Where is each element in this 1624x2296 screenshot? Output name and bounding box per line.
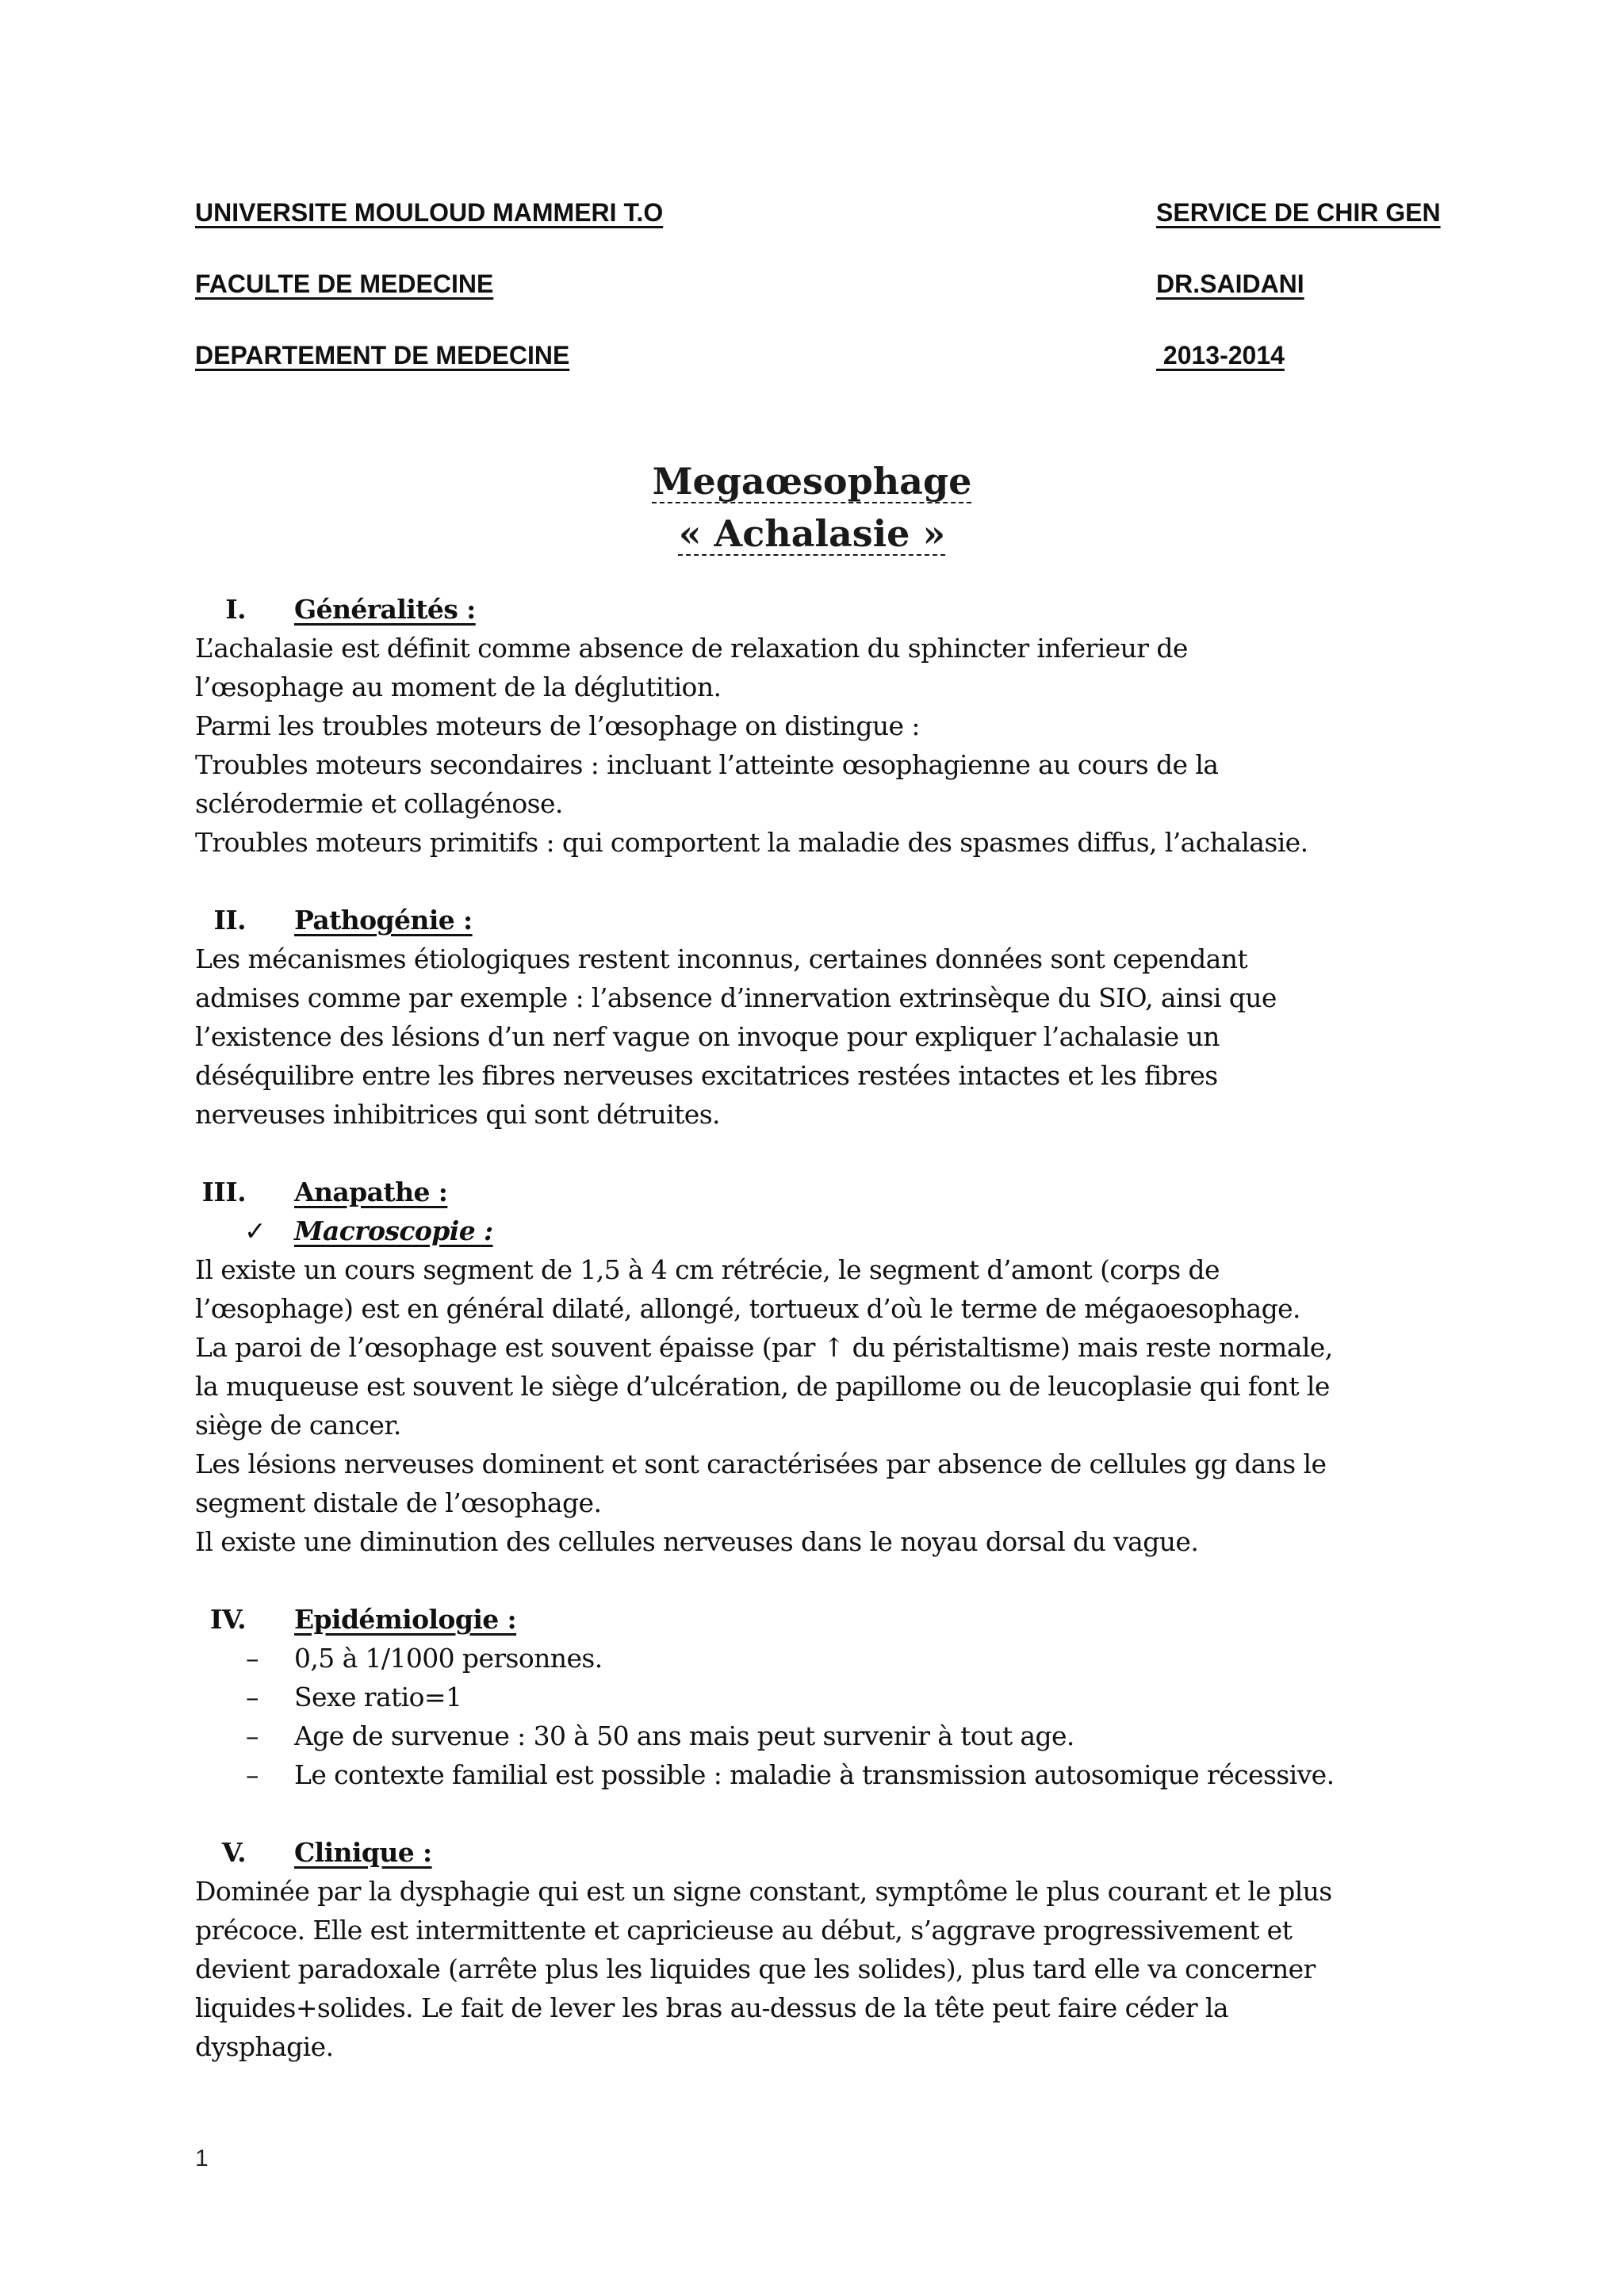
spacer	[195, 1134, 1448, 1173]
section-title: Clinique :	[294, 1837, 432, 1868]
spacer	[195, 1561, 1448, 1600]
paragraph-line: l’œsophage) est en général dilaté, allongé, tortueux d’où le terme de mégaoesophage.	[195, 1293, 1300, 1324]
section-number: III.	[201, 1177, 246, 1207]
paragraph-line: nerveuses inhibitrices qui sont détruites.	[195, 1099, 720, 1130]
checkmark-icon: ✓	[244, 1215, 266, 1246]
paragraph-line: précoce. Elle est intermittente et capricieuse au début, s’aggrave progressivement et	[195, 1915, 1293, 1946]
dash-bullet: –	[246, 1682, 259, 1712]
paragraph-line: segment distale de l’œsophage.	[195, 1487, 602, 1518]
paragraph-line: Les lésions nerveuses dominent et sont caractérisées par absence de cellules gg dans le	[195, 1448, 1327, 1479]
header-department: DEPARTEMENT DE MEDECINE	[195, 341, 570, 369]
paragraph-line: L’achalasie est définit comme absence de relaxation du sphincter inferieur de	[195, 633, 1188, 664]
header-service: SERVICE DE CHIR GEN	[1156, 198, 1441, 227]
paragraph-line: Il existe un cours segment de 1,5 à 4 cm rétrécie, le segment d’amont (corps de	[195, 1254, 1220, 1285]
paragraph-line: devient paradoxale (arrête plus les liquides que les solides), plus tard elle va concerner	[195, 1954, 1316, 1984]
dash-bullet: –	[246, 1720, 259, 1751]
list-item-text: Sexe ratio=1	[294, 1682, 462, 1712]
list-item	[195, 1755, 1448, 1794]
paragraph-line: liquides+solides. Le fait de lever les bras au-dessus de la tête peut faire céder la	[195, 1992, 1228, 2023]
section-number: II.	[213, 905, 246, 936]
subsection-title: Macroscopie :	[294, 1215, 493, 1246]
paragraph-line: Les mécanismes étiologiques restent inconnus, certaines données sont cependant	[195, 943, 1248, 974]
header-faculty: FACULTE DE MEDECINE	[195, 270, 494, 298]
section-heading	[195, 901, 1448, 939]
paragraph-line: siège de cancer.	[195, 1410, 401, 1441]
list-item	[195, 1716, 1448, 1755]
section-title: Pathogénie :	[294, 905, 473, 936]
section-title: Epidémiologie :	[294, 1604, 517, 1635]
dash-bullet: –	[246, 1643, 259, 1674]
paragraph-line: déséquilibre entre les fibres nerveuses excitatrices restées intactes et les fibres	[195, 1060, 1218, 1091]
list-item	[195, 1678, 1448, 1716]
section-number: I.	[225, 594, 246, 625]
spacer	[195, 1794, 1448, 1833]
subsection-heading	[195, 1211, 1448, 1250]
paragraph-line: la muqueuse est souvent le siège d’ulcération, de papillome ou de leucoplasie qui font le	[195, 1371, 1330, 1402]
list-item-text: Le contexte familial est possible : maladie à transmission autosomique récessive.	[294, 1759, 1335, 1790]
section-title: Anapathe :	[294, 1177, 448, 1207]
paragraph-line: Troubles moteurs primitifs : qui comportent la maladie des spasmes diffus, l’achalasie.	[195, 827, 1308, 858]
paragraph-line: Il existe une diminution des cellules nerveuses dans le noyau dorsal du vague.	[195, 1526, 1199, 1557]
section-heading	[195, 590, 1448, 629]
spacer	[195, 862, 1448, 901]
section-heading	[195, 1173, 1448, 1211]
page-title: Megaœsophage	[652, 460, 972, 503]
section-number: IV.	[210, 1604, 246, 1635]
header-university: UNIVERSITE MOULOUD MAMMERI T.O	[195, 198, 664, 227]
paragraph-line: Troubles moteurs secondaires : incluant l’atteinte œsophagienne au cours de la	[195, 749, 1219, 780]
section-title: Généralités :	[294, 594, 476, 625]
dash-bullet: –	[246, 1759, 259, 1790]
paragraph-line: l’œsophage au moment de la déglutition.	[195, 672, 722, 702]
header-year: 2013-2014	[1156, 341, 1285, 369]
paragraph-line: l’existence des lésions d’un nerf vague on invoque pour expliquer l’achalasie un	[195, 1021, 1220, 1052]
paragraph-line: La paroi de l’œsophage est souvent épaisse (par ↑ du péristaltisme) mais reste normale,	[195, 1332, 1333, 1363]
page-number: 1	[195, 2145, 209, 2172]
paragraph-line: Parmi les troubles moteurs de l’œsophage on distingue :	[195, 710, 920, 741]
paragraph-line: admises comme par exemple : l’absence d’innervation extrinsèque du SIO, ainsi que	[195, 982, 1277, 1013]
section-number: V.	[221, 1837, 246, 1868]
list-item-text: Age de survenue : 30 à 50 ans mais peut survenir à tout age.	[294, 1720, 1074, 1751]
list-item-text: 0,5 à 1/1000 personnes.	[294, 1643, 603, 1674]
document-body	[195, 590, 1448, 2066]
header-doctor: DR.SAIDANI	[1156, 270, 1304, 298]
section-heading	[195, 1833, 1448, 1872]
paragraph-line: dysphagie.	[195, 2031, 334, 2062]
paragraph-line: Dominée par la dysphagie qui est un signe constant, symptôme le plus courant et le plus	[195, 1876, 1332, 1907]
page-subtitle: « Achalasie »	[678, 512, 946, 555]
section-heading	[195, 1600, 1448, 1639]
list-item	[195, 1639, 1448, 1678]
paragraph-line: sclérodermie et collagénose.	[195, 788, 563, 819]
